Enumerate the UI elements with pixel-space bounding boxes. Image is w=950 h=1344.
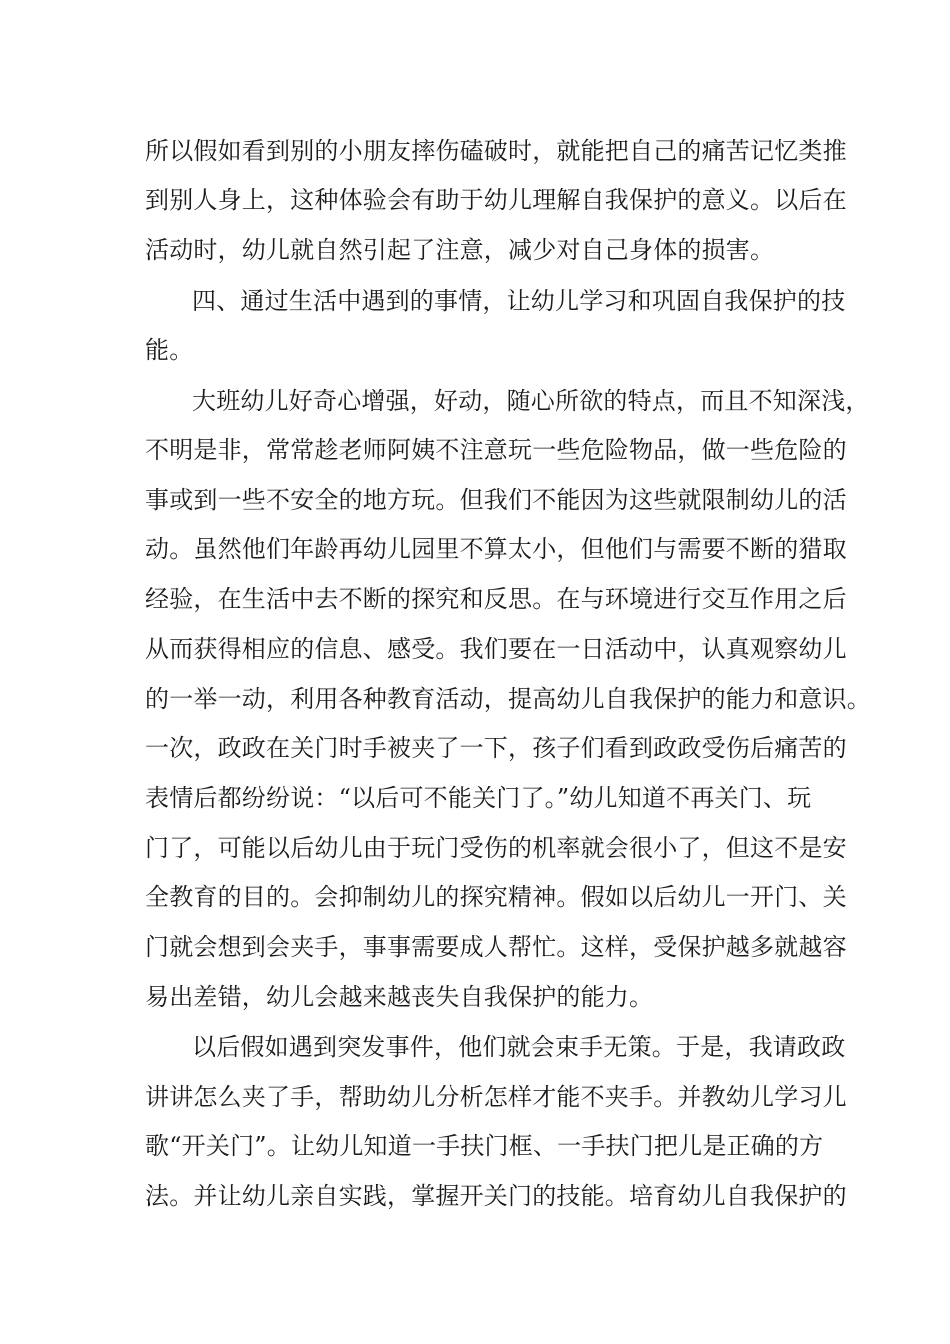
text-line: 动。虽然他们年龄再幼儿园里不算太小，但他们与需要不断的猎取 xyxy=(145,535,847,563)
text-line: 不明是非，常常趁老师阿姨不注意玩一些危险物品，做一些危险的 xyxy=(145,436,847,464)
text-line: 全教育的目的。会抑制幼儿的探究精神。假如以后幼儿一开门、关 xyxy=(145,883,847,911)
text-line: 一次，政政在关门时手被夹了一下，孩子们看到政政受伤后痛苦的 xyxy=(145,734,847,762)
text-line: 易出差错，幼儿会越来越丧失自我保护的能力。 xyxy=(145,983,654,1011)
text-line: 门就会想到会夹手，事事需要成人帮忙。这样，受保护越多就越容 xyxy=(145,933,847,961)
paragraph-start-line: 大班幼儿好奇心增强，好动，随心所欲的特点，而且不知深浅， xyxy=(192,387,870,415)
text-line: 门了，可能以后幼儿由于玩门受伤的机率就会很小了，但这不是安 xyxy=(145,834,847,862)
text-line: 事或到一些不安全的地方玩。但我们不能因为这些就限制幼儿的活 xyxy=(145,486,847,514)
paragraph-start-line: 以后假如遇到突发事件，他们就会束手无策。于是，我请政政 xyxy=(192,1033,846,1061)
text-line: 所以假如看到别的小朋友摔伤磕破时，就能把自己的痛苦记忆类推 xyxy=(145,137,847,165)
text-line: 到别人身上，这种体验会有助于幼儿理解自我保护的意义。以后在 xyxy=(145,186,847,214)
text-line: 经验，在生活中去不断的探究和反思。在与环境进行交互作用之后 xyxy=(145,585,847,613)
text-line: 表情后都纷纷说：“以后可不能关门了。”幼儿知道不再关门、玩 xyxy=(145,784,812,812)
text-line: 的一举一动，利用各种教育活动，提高幼儿自我保护的能力和意识。 xyxy=(145,685,871,713)
text-line: 歌“开关门”。让幼儿知道一手扶门框、一手扶门把儿是正确的方 xyxy=(145,1132,824,1160)
text-line: 讲讲怎么夹了手，帮助幼儿分析怎样才能不夹手。并教幼儿学习儿 xyxy=(145,1083,847,1111)
text-line: 从而获得相应的信息、感受。我们要在一日活动中，认真观察幼儿 xyxy=(145,635,847,663)
text-line: 能。 xyxy=(145,336,194,364)
paragraph-start-line: 四、通过生活中遇到的事情，让幼儿学习和巩固自我保护的技 xyxy=(192,287,846,315)
text-line: 活动时，幼儿就自然引起了注意，减少对自己身体的损害。 xyxy=(145,236,775,264)
text-line: 法。并让幼儿亲自实践，掌握开关门的技能。培育幼儿自我保护的 xyxy=(145,1182,847,1210)
